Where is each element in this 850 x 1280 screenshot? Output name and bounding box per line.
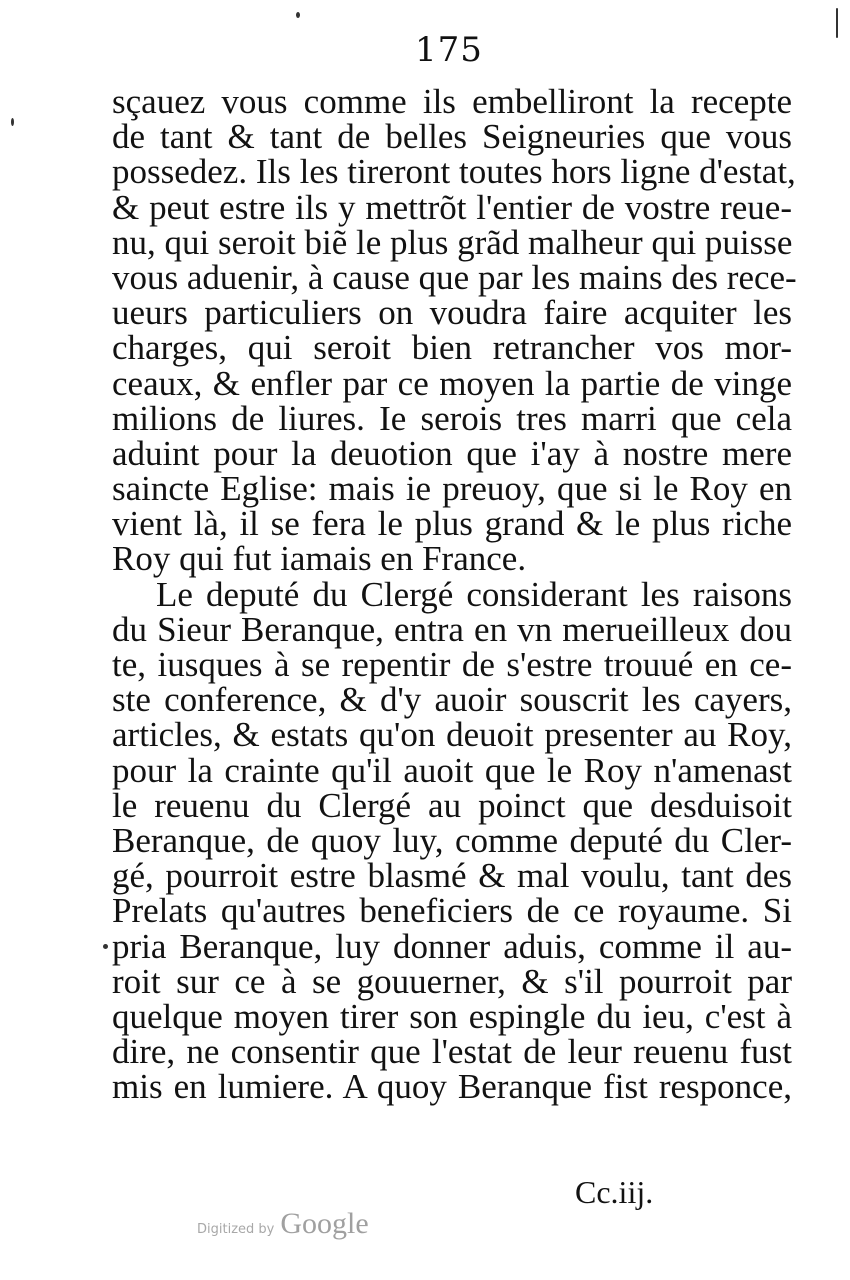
page-number: 175	[415, 30, 483, 70]
text-line: ste conference, & d'y auoir souscrit les cayers,	[112, 680, 792, 720]
text-line: aduint pour la deuotion que i'ay à nostre mere	[112, 433, 792, 473]
text-line: te, iusques à se repentir de s'estre trouué en ce-	[112, 645, 792, 684]
text-line: & peut estre ils y mettrõt l'entier de vostre reue-	[112, 187, 792, 227]
text-line: milions de liures. Ie serois tres marri que cela	[112, 398, 792, 438]
text-line: le reuenu du Clergé au poinct que desduisoit	[112, 785, 792, 825]
text-line: charges, qui seroit bien retrancher vos mor-	[112, 328, 792, 368]
text-line: mis en lumiere. A quoy Beranque fist responce,	[112, 1067, 792, 1107]
text-line: dire, ne consentir que l'estat de leur reuenu fust	[112, 1032, 792, 1072]
ink-speck	[11, 118, 14, 126]
text-line: gé, pourroit estre blasmé & mal voulu, tant des	[112, 856, 792, 896]
text-line: ueurs particuliers on voudra faire acquiter les	[112, 293, 792, 333]
body-text	[112, 82, 797, 1107]
text-line: pria Beranque, luy donner aduis, comme il au-	[112, 926, 792, 966]
text-line: nu, qui seroit biẽ le plus grãd malheur qui puisse	[112, 222, 793, 262]
google-logo: Google	[280, 1207, 369, 1240]
text-line: du Sieur Beranque, entra en vn merueilleux dou	[112, 609, 792, 649]
ink-speck	[836, 8, 838, 38]
ink-speck	[296, 12, 300, 18]
text-line: sçauez vous comme ils embelliront la recepte	[112, 82, 792, 121]
text-line: Roy qui fut iamais en France.	[112, 539, 527, 579]
ink-speck	[103, 944, 108, 949]
text-line: Prelats qu'autres beneficiers de ce royaume. Si	[112, 891, 792, 931]
text-line: ceaux, & enfler par ce moyen la partie de vinge	[112, 363, 792, 403]
text-line: articles, & estats qu'on deuoit presenter au Roy,	[112, 715, 792, 755]
digitized-watermark	[197, 1207, 369, 1241]
watermark-prefix: Digitized by	[197, 1222, 275, 1237]
text-line: vient là, il se fera le plus grand & le plus riche	[112, 504, 792, 544]
text-line: Le deputé du Clergé considerant les raisons	[156, 574, 792, 614]
text-line: quelque moyen tirer son espingle du ieu, c'est à	[112, 996, 792, 1036]
text-line: vous aduenir, à cause que par les mains des rece-	[112, 257, 797, 297]
text-line: Beranque, de quoy luy, comme deputé du Cler-	[112, 820, 792, 860]
text-line: de tant & tant de belles Seigneuries que vous	[112, 117, 792, 157]
signature-mark: Cc.iij.	[575, 1174, 654, 1210]
text-line: pour la crainte qu'il auoit que le Roy n'amenast	[112, 750, 792, 790]
text-line: roit sur ce à se gouuerner, & s'il pourroit par	[112, 961, 792, 1001]
text-line: saincte Eglise: mais ie preuoy, que si le Roy en	[112, 469, 792, 509]
text-line: possedez. Ils les tireront toutes hors ligne d'estat,	[112, 152, 796, 192]
